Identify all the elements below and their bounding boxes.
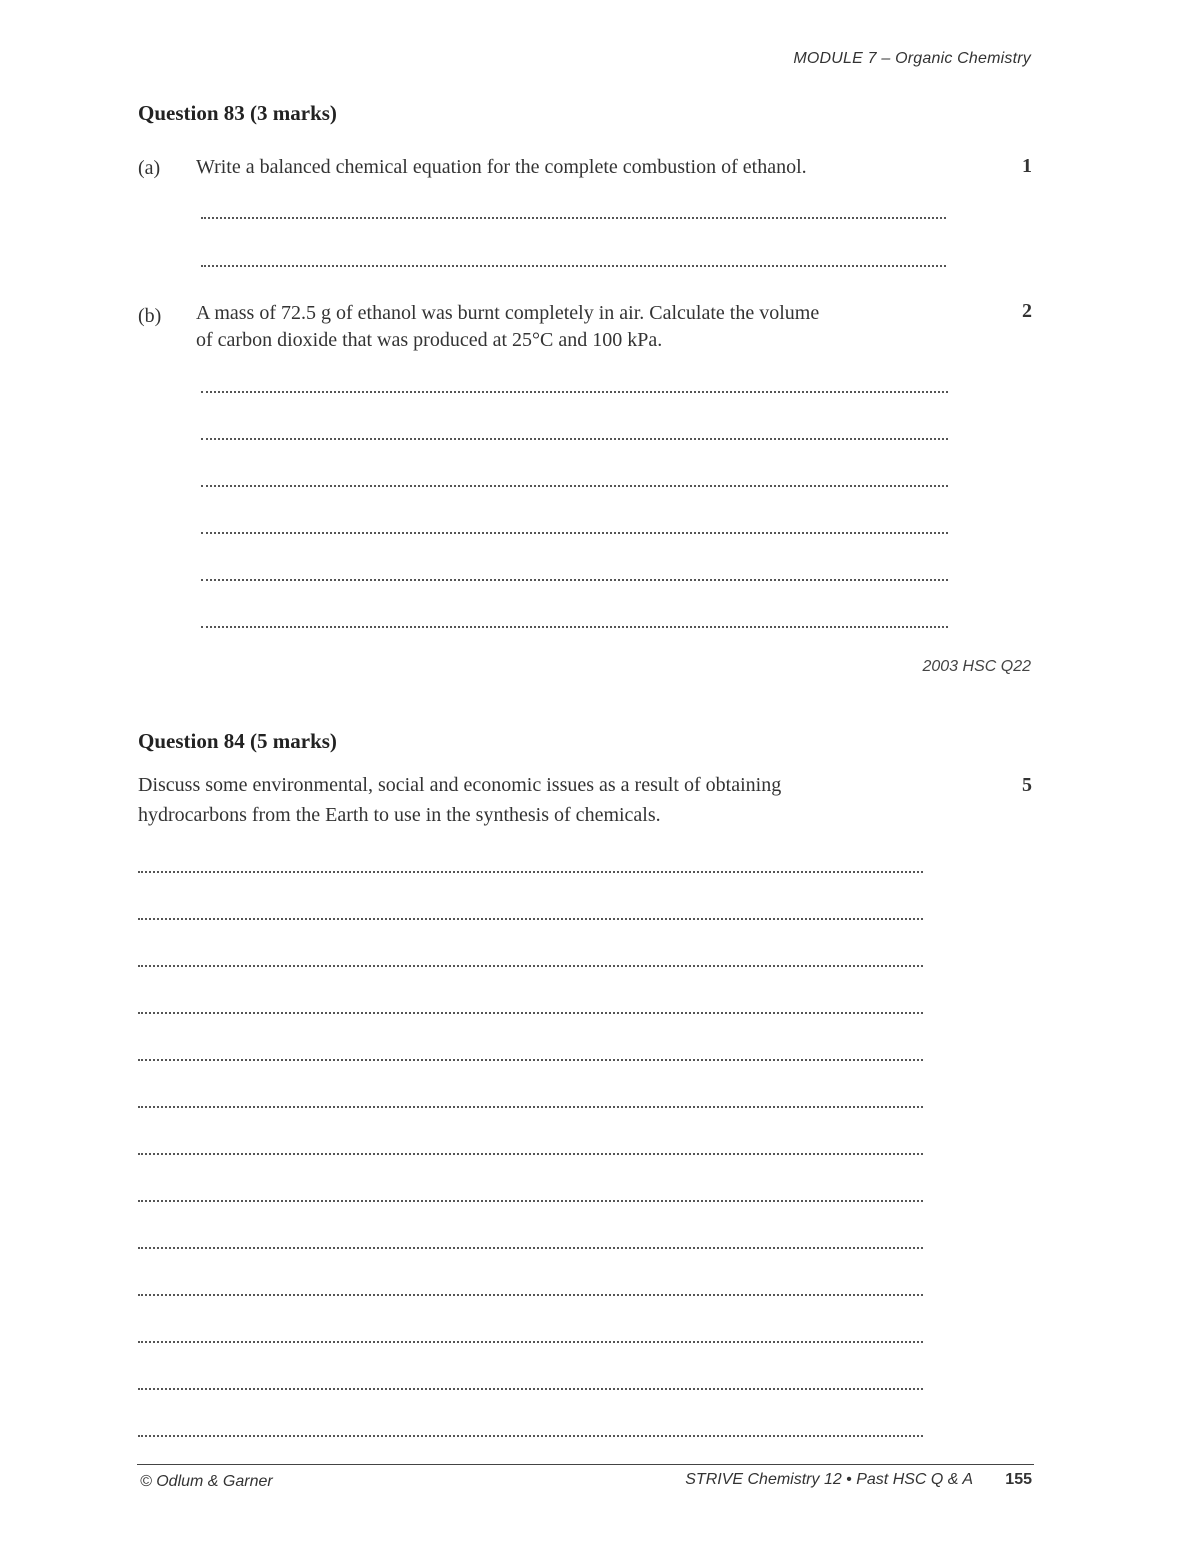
part-a-text: Write a balanced chemical equation for the complete combustion of ethanol.: [196, 156, 807, 178]
answer-line[interactable]: [138, 1341, 923, 1343]
answer-line[interactable]: [138, 1247, 923, 1249]
answer-line[interactable]: [201, 485, 948, 487]
answer-line[interactable]: [138, 965, 923, 967]
answer-line[interactable]: [201, 579, 948, 581]
answer-line[interactable]: [138, 871, 923, 873]
part-b-text-line2: of carbon dioxide that was produced at 25°C and 100 kPa.: [196, 329, 663, 351]
answer-line[interactable]: [201, 626, 948, 628]
part-b-text-line1: A mass of 72.5 g of ethanol was burnt completely in air. Calculate the volume: [196, 302, 820, 324]
answer-line[interactable]: [138, 1200, 923, 1202]
footer-book-title: STRIVE Chemistry 12 • Past HSC Q & A: [685, 1471, 973, 1488]
answer-line[interactable]: [138, 1106, 923, 1108]
answer-line[interactable]: [138, 1294, 923, 1296]
part-a-marks: 1: [1022, 155, 1032, 177]
answer-line[interactable]: [201, 265, 946, 267]
footer-copyright: © Odlum & Garner: [140, 1473, 273, 1490]
answer-line[interactable]: [138, 1059, 923, 1061]
answer-line[interactable]: [138, 918, 923, 920]
question-84-title: Question 84 (5 marks): [138, 729, 337, 753]
answer-line[interactable]: [138, 1153, 923, 1155]
answer-line[interactable]: [138, 1388, 923, 1390]
answer-line[interactable]: [201, 532, 948, 534]
answer-line[interactable]: [138, 1435, 923, 1437]
question-83-source: 2003 HSC Q22: [922, 658, 1031, 675]
answer-line[interactable]: [201, 217, 946, 219]
answer-line[interactable]: [201, 438, 948, 440]
part-b-label: (b): [138, 305, 162, 327]
question-84-marks: 5: [1022, 774, 1032, 796]
question-83-title: Question 83 (3 marks): [138, 101, 337, 125]
part-a-label: (a): [138, 157, 161, 179]
part-b-marks: 2: [1022, 300, 1032, 322]
question-84-text-line2: hydrocarbons from the Earth to use in the synthesis of chemicals.: [138, 804, 661, 826]
footer-divider: [137, 1464, 1034, 1465]
question-84-text-line1: Discuss some environmental, social and economic issues as a result of obtaining: [138, 774, 782, 796]
module-header: MODULE 7 – Organic Chemistry: [793, 50, 1031, 67]
answer-line[interactable]: [201, 391, 948, 393]
answer-line[interactable]: [138, 1012, 923, 1014]
page-number: 155: [1005, 1471, 1032, 1488]
